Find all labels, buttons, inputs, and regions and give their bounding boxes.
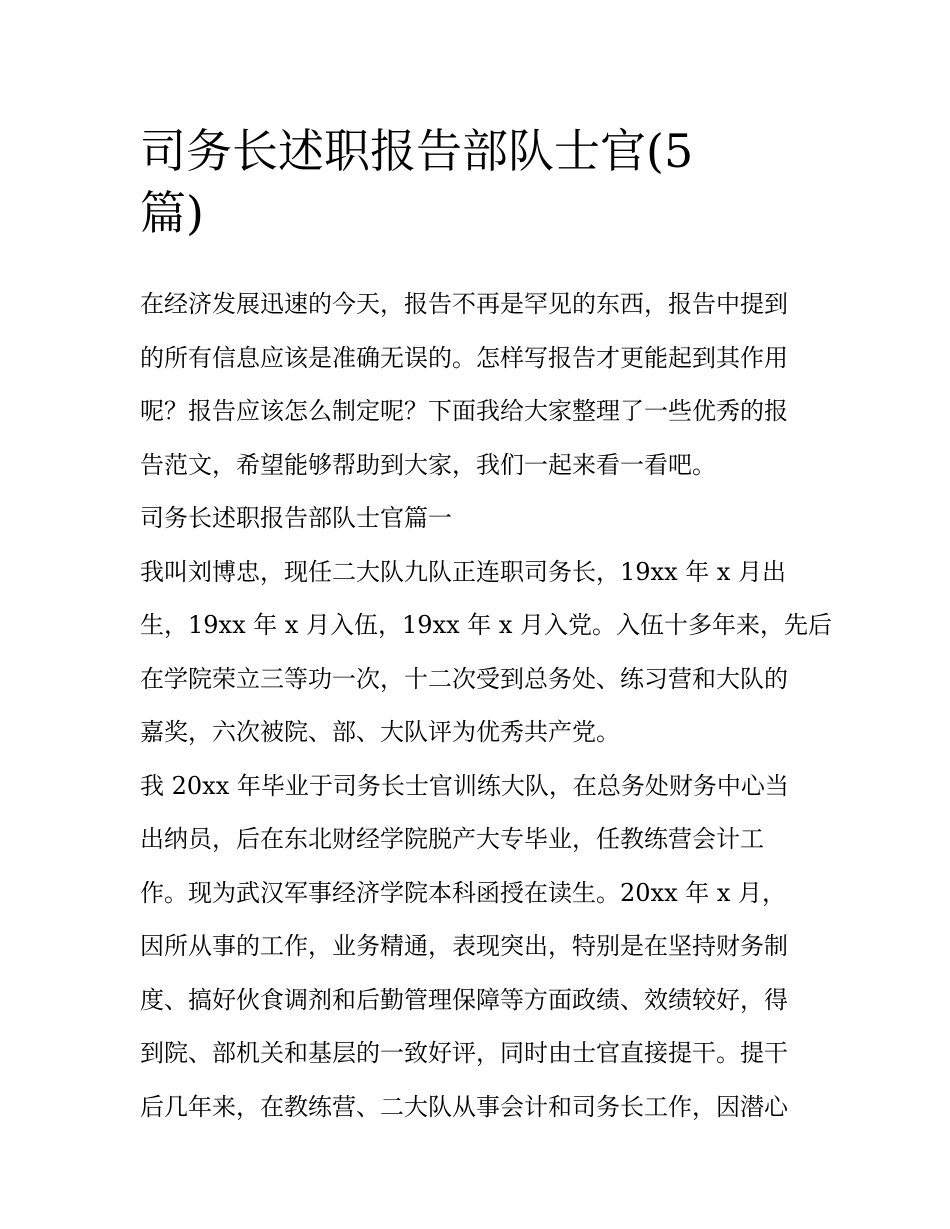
text-line: 告范文，希望能够帮助到大家，我们一起来看一看吧。 bbox=[140, 450, 716, 479]
text-line: 我叫刘博忠，现任二大队九队正连职司务长，19xx 年 x 月出 bbox=[140, 557, 787, 586]
text-line: 后几年来，在教练营、二大队从事会计和司务长工作，因潜心 bbox=[140, 1092, 788, 1121]
text-line: 生，19xx 年 x 月入伍，19xx 年 x 月入党。入伍十多年来，先后 bbox=[140, 611, 833, 639]
text-line: 出纳员，后在东北财经学院脱产大专毕业，任教练营会计工 bbox=[140, 825, 764, 853]
section-heading bbox=[140, 498, 812, 552]
text-line: 在学院荣立三等功一次，十二次受到总务处、练习营和大队的 bbox=[140, 664, 788, 693]
text-line: 到院、部机关和基层的一致好评，同时由士官直接提干。提干 bbox=[140, 1039, 788, 1067]
body-paragraph bbox=[140, 552, 833, 766]
body-paragraph bbox=[140, 766, 812, 1141]
text-line: 嘉奖，六次被院、部、大队评为优秀共产党。 bbox=[140, 718, 620, 746]
text-line: 因所从事的工作，业务精通，表现突出，特别是在坚持财务制 bbox=[140, 932, 788, 960]
document-body bbox=[140, 284, 833, 1140]
text-line: 在经济发展迅速的今天，报告不再是罕见的东西，报告中提到 bbox=[140, 290, 788, 318]
text-line: 我 20xx 年毕业于司务长士官训练大队，在总务处财务中心当 bbox=[140, 771, 789, 800]
title-line-2: 篇) bbox=[140, 186, 204, 240]
text-line: 呢？报告应该怎么制定呢？下面我给大家整理了一些优秀的报 bbox=[140, 397, 788, 425]
text-line: 度、搞好伙食调剂和后勤管理保障等方面政绩、效绩较好，得 bbox=[140, 985, 788, 1014]
text-line: 的所有信息应该是准确无误的。怎样写报告才更能起到其作用 bbox=[140, 343, 788, 372]
document-title bbox=[140, 120, 830, 244]
title-line-1: 司务长述职报告部队士官(5 bbox=[140, 124, 694, 178]
intro-paragraph bbox=[140, 284, 812, 498]
text-line: 司务长述职报告部队士官篇一 bbox=[140, 504, 452, 532]
text-line: 作。现为武汉军事经济学院本科函授在读生。20xx 年 x 月， bbox=[140, 878, 787, 907]
